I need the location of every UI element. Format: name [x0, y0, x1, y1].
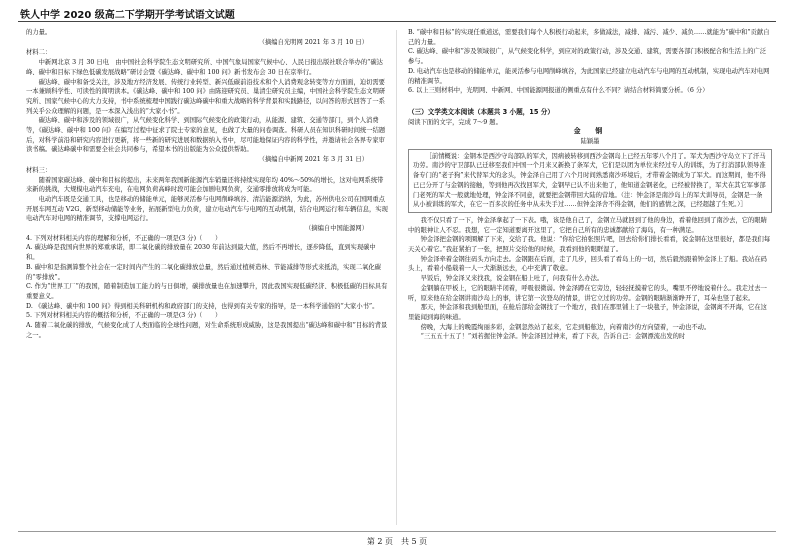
question-5: 5. 下列对材料相关内容的概括和分析，不正确的一项是(3 分)（ ） [26, 312, 222, 320]
question-option: A. 碳达峰是我国向世界的郑重承诺，即二氧化碳的排放量在 2030 年前达到最大值，然后不再增长，逐步降低，直到实现碳中和。 [26, 244, 376, 262]
question-option: D. 《碳达峰、碳中和 100 问》得到相关科研机构和政府部门的支持，也得到有关专家的指导，是一本科学通俗的“大家小书”。 [26, 302, 379, 310]
story-paragraph: 我不仅只看了一下，钟金泽拿起了一下表。哦，该是他自己了，金钢立马就回到了他的身边，看着他回到了南沙去，它的眼睛中的眼神让人不忍。我想，它一定知道要离开这里了，它把自己所有的忠诚都献给了海岛，有一种满足。 [408, 216, 767, 234]
question-option: D. 电动汽车也是移动的储能单元，能灵活参与电网削峰填谷，为此国家已经建立电动汽车与电网的互动机制，实现电动汽车对电网的精准调节。 [408, 67, 770, 85]
question-4: 4. 下列对材料相关内容的理解和分析，不正确的一项是(3 分)（ ） [26, 234, 222, 242]
story-paragraph: 钟金泽把金钢的项圈解了下来，交给了我。他说：“你给它拍张照片吧，回去给你们排长看看，说金钢在这里很好，都是我们每天关心着它。”我赶紧拍了一张，把照片交给他的时候，我看到他的眼眶湿了。 [408, 236, 771, 254]
question-option: A. 随着二氧化碳的排放，气候变化成了人类面临的全球性问题，对生命系统形成威胁，这是我国提出“碳达峰和碳中和”目标的背景之一。 [26, 322, 388, 339]
story-author: 陆颖墨 [580, 138, 600, 146]
paragraph: 中新网北京 3 月 30 日电 由中国社会科学院生态文明研究所、中国气象局国家气候中心、人民日报出版社联合举办的“碳达峰、碳中和目标下绿色低碳发展战略”研讨会暨《碳达峰、碳中和 100 问》新书发布会 30 日在京举行。 [26, 59, 383, 76]
top-line: 的力量。 [26, 29, 52, 36]
section-title: （三）文学类文本阅读（本题共 3 小题，15 分） [408, 107, 554, 116]
story-paragraph: “三五五十五了！”刘若握住钟金泽。钟金泽回过神来，看了下表，告诉自己：金钢漂流出发的时 [420, 333, 686, 341]
story-intro-box [408, 149, 772, 213]
question-option: B. “碳中和目标”的实现任重道远，需要我们每个人积极行动起来，多做减法，减排、减污、减少、减负……就能为“碳中和”贡献自己的力量。 [408, 29, 770, 46]
exam-header: 铁人中学 2020 级高二下学期开学考试语文试题 [20, 10, 235, 21]
question-6: 6. 以上三则材料中，光明网、中新网、中国能源网报道的侧重点有什么不同？请结合材料简要分析。（6 分） [408, 87, 709, 95]
story-paragraph: 傍晚，大海上的晚霞绚丽多彩，金钢忽然站了起来，它走到船舷边，向着南沙的方向望着，一动也不动。 [420, 323, 711, 331]
left-column [26, 28, 388, 528]
paragraph: 随着国家碳达峰、碳中和目标的提出，未来两年我国新能源汽车销量还将持续实现年均 40%～50%的增长，这对电网系统带来新的挑战，大规模电动汽车充电，在电网负荷高峰时段可能会加剧电网负荷，交通零排放将成为可能。 [26, 176, 384, 194]
column-divider [396, 30, 397, 525]
footer-rule [18, 531, 776, 532]
question-option: B. 碳中和是指测算整个社会在一定时间内产生的二氧化碳排放总量，然后通过植树造林、节能减排等形式来抵消，实现二氧化碳的“零排放”。 [26, 263, 381, 281]
paragraph: 电动汽车既是交通工具，也是移动的储能单元，能够灵活参与电网削峰填谷、清洁能源消纳，为此，苏州供电公司在国网重点开展车网互动 V2G、新型移动储能等业务，拓展新型电力负荷，建立电动汽车与电网的互动机制，结合电网运行和车辆信息，实现电动汽车对电网的精准调节，支撑电网运行。 [26, 195, 388, 223]
right-column [408, 28, 772, 528]
story-paragraph: 那天，钟金泽和我到舱里面，在舱后部给金钢找了一个地方，我们在那里铺上了一块毯子，钟金泽说，金钢离不开海，它在这里能闻到海的味道。 [408, 304, 767, 321]
story-title: 金 钢 [573, 127, 607, 136]
instruction: 阅读下面的文字，完成 7～9 题。 [408, 118, 502, 126]
story-paragraph: 早饭后，钟金泽又来找我，说金钢在船上吐了，问我有什么办法。 [420, 275, 604, 283]
page-number: 第 2 页 共 5 页 [366, 537, 428, 546]
story-paragraph: 钟金泽牵着金钢往码头方向走去。金钢跟在后面，走了几步，回头看了看岛上的一切，然后毅然跟着钟金泽上了船。我站在码头上，看着小船载着一人一犬渐渐远去，心中充满了敬意。 [408, 255, 767, 273]
header-rule [18, 21, 776, 22]
source-note: （摘编自中新网 2021 年 3 月 31 日） [258, 156, 368, 164]
source-note: （摘编自光明网 2021 年 3 月 10 日） [258, 38, 368, 46]
paragraph: 碳达峰、碳中和备受关注，涉及地方经济发展、传统行业转型、新兴低碳前沿技术和个人消费观念转变等方方面面，迫切需要一本兼顾科学性、可读性的简明读本。《碳达峰、碳中和 100 问》由陈迎研究员、巢清尘研究员主编，中国社会科学院生态文明研究所、国家气候中心的大力支持，书中系统梳理中国践行碳达峰碳中和重大战略的科学背景和实践路径，以问答的形式回答了一系列关乎公众理解的问题，是一本深入浅出的“大家小书”。 [26, 78, 386, 115]
story-paragraph: 金钢躺在甲板上，它的眼睛半闭着，呼吸很微弱。钟金泽蹲在它旁边，轻轻抚摸着它的头，嘴里不停地说着什么。我走过去一听，原来他在给金钢讲南沙岛上的事，讲它第一次登岛的情景，讲它立过的功劳。金钢的眼睛渐渐睁开了，耳朵也竖了起来。 [408, 284, 767, 302]
question-option: C. 作为“世界工厂”的我国，随着制造加工能力的与日俱增，碳排放量也在加速攀升，因此我国实现低碳经济、积极低碳的目标具有重要意义。 [26, 283, 388, 300]
story-intro: ［前情概说：金钢本是西沙守岛部队的军犬，因病被转移到西沙金钢岛上已经五年零八个月了。军犬为西沙守岛立下了汗马功劳。南沙的守卫部队已迁移至我们中国一个月来又新换了条军犬，它们是以团为单位来经过专人的训练，为了打消部队领导准备专门的“老子狗”来代替军犬的念头，钟金泽自己用了六个月时间熟悉南沙环境后，才带着金钢成为了军犬。而这期间，他不得已已分开了与金钢的接触，等到他再次找回军犬，金钢早已认不出来他了，他知道金钢老化，已经被替换了，军犬在其它军事部门老死的军犬一般就地处理，钟金泽不同意，就要把金钢带回大陆的营地。（注：钟金泽是南沙岛上的军犬训导员，金钢是一条从小被训练的军犬，在它一百多次的任务中从未失手过……但钟金泽舍不得金钢，他们的感情之深，已经超越了生死。）］ [413, 152, 766, 209]
source-note: （摘编自中国能源网） [305, 225, 368, 233]
paragraph: 碳达峰、碳中和涉及的领域很广，从气候变化科学、到国际气候变化的政策行动，从能源、建筑、交通等部门，到个人消费等，《碳达峰、碳中和 100 问》在编写过程中征求了院士专家的意见，也做了大量的问卷调查。科研人员在知识科研时间统一结题后，对科学前沿和研究内容进行更新，将一些新的研究进展和数据纳入书中，尽可能地保证内容的科学性，并邀请社会各界专家审读书稿。碳达峰碳中和需要全社会共同参与，希望本书的出版能为公众提供帮助。 [26, 117, 386, 154]
question-option: C. 碳达峰、碳中和”涉及领域很广，从气候变化科学，到应对的政策行动，涉及交通、建筑，需要各部门积极配合和生活上的广泛参与。 [408, 48, 767, 66]
material-label: 材料三： [26, 166, 52, 174]
material-label: 材料二： [26, 49, 52, 57]
